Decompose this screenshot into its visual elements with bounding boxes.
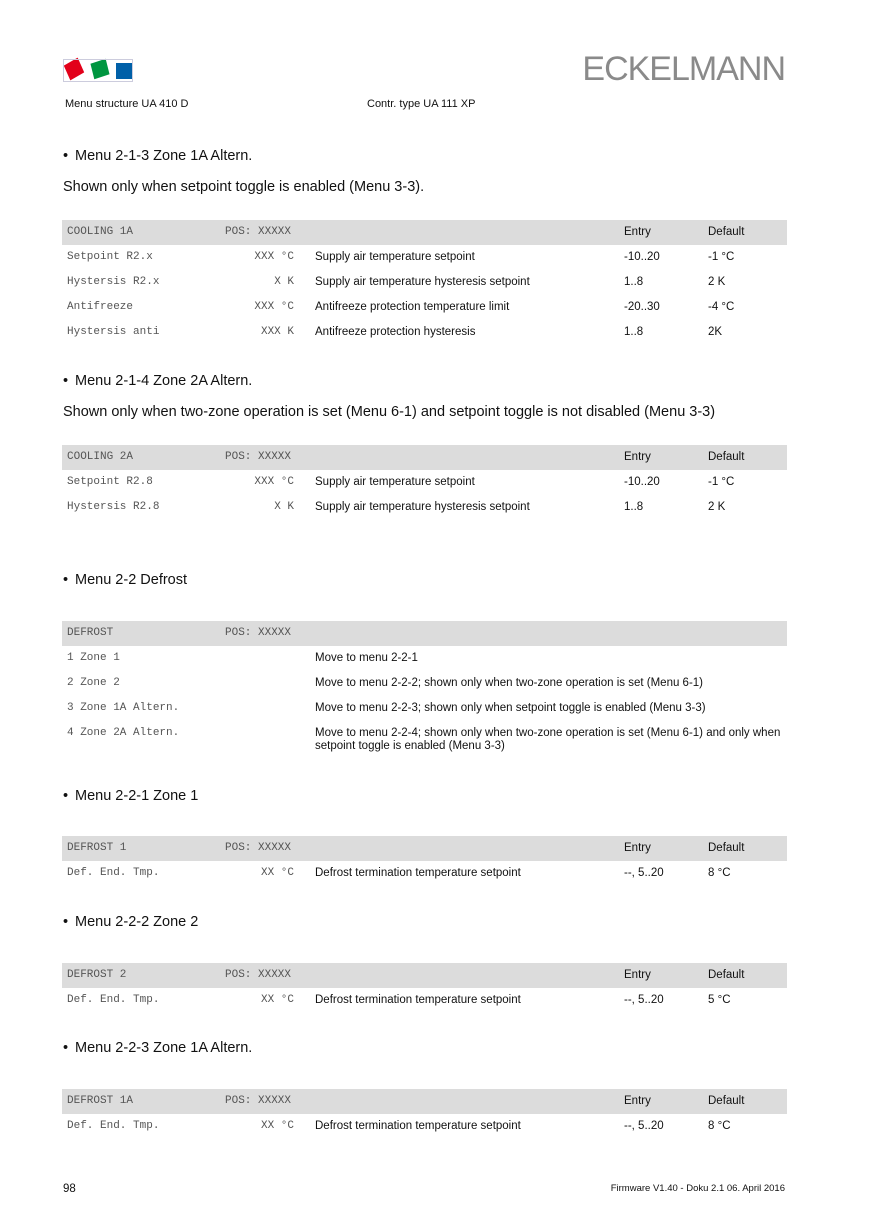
row-description: Defrost termination temperature setpoint [315,867,521,879]
section-heading-text: Menu 2-2 Defrost [75,572,188,588]
row-value: XXX °C [254,476,294,488]
row-default: 2 K [708,276,726,288]
menu-table-defrost [62,621,787,753]
row-entry: 1..8 [624,501,644,513]
row-description: Defrost termination temperature setpoint [315,1120,521,1132]
header-entry: Entry [624,226,651,238]
table-header [62,445,787,470]
section-heading: • Menu 2-2-3 Zone 1A Altern. [63,1040,253,1056]
menu-table-cooling-2a [62,445,787,520]
row-description: Move to menu 2-2-3; shown only when setpoint toggle is enabled (Menu 3-3) [315,702,706,714]
table-row [62,270,787,295]
table-row [62,320,787,345]
table-header [62,1089,787,1114]
row-value: XX °C [260,994,294,1006]
row-default: 8 °C [708,1120,731,1132]
section-heading-text: Menu 2-1-3 Zone 1A Altern. [75,148,253,164]
row-description: Defrost termination temperature setpoint [315,994,521,1006]
section-heading-text: Menu 2-2-3 Zone 1A Altern. [75,1040,253,1056]
table-header [62,963,787,988]
row-default: 2K [708,326,723,338]
row-description: Supply air temperature setpoint [315,251,475,263]
row-value: X K [274,501,294,513]
brand-name: ECKELMANN [582,50,785,88]
row-default: 2 K [708,501,726,513]
section-heading: • Menu 2-2 Defrost [63,572,188,588]
row-default: -1 °C [708,251,735,263]
row-value: X K [274,276,294,288]
header-pos: POS: XXXXX [225,969,292,981]
row-entry: --, 5..20 [624,994,664,1006]
row-param: 2 Zone 2 [67,677,120,689]
row-default: -4 °C [708,301,735,313]
header-menu-name: DEFROST 2 [67,969,127,981]
row-param: Setpoint R2.8 [67,476,153,488]
row-value: XX °C [260,867,294,879]
header-pos: POS: XXXXX [225,1095,292,1107]
header-default: Default [708,969,745,981]
section-heading-text: Menu 2-1-4 Zone 2A Altern. [75,373,253,389]
row-param: Setpoint R2.x [67,251,153,263]
row-entry: -20..30 [624,301,660,313]
table-row [62,696,787,721]
row-param: 4 Zone 2A Altern. [67,727,180,739]
row-value: XXX K [260,326,294,338]
header-entry: Entry [624,1095,651,1107]
table-row [62,861,787,886]
row-default: 8 °C [708,867,731,879]
row-description: Move to menu 2-2-4; shown only when two-zone operation is set (Menu 6-1) and only when setpoint toggle is enabled (Menu 3-3) [315,727,781,752]
table-row [62,721,787,753]
page-number: 98 [63,1183,76,1195]
row-entry: -10..20 [624,476,660,488]
header-entry: Entry [624,969,651,981]
row-description: Move to menu 2-2-2; shown only when two-zone operation is set (Menu 6-1) [315,677,704,689]
menu-table-cooling-1a [62,220,787,345]
table-row [62,295,787,320]
row-param: Hystersis anti [67,326,160,338]
row-value: XXX °C [254,301,294,313]
table-header [62,220,787,245]
row-entry: --, 5..20 [624,867,664,879]
controller-type: Contr. type UA 111 XP [367,98,476,110]
section-heading: • Menu 2-2-1 Zone 1 [63,788,199,804]
header-menu-name: DEFROST [67,627,114,639]
row-value: XXX °C [254,251,294,263]
row-description: Supply air temperature hysteresis setpoint [315,501,530,513]
row-description: Supply air temperature hysteresis setpoint [315,276,530,288]
row-param: 3 Zone 1A Altern. [67,702,180,714]
header-menu-name: COOLING 1A [67,226,134,238]
table-row [62,988,787,1013]
row-description: Antifreeze protection hysteresis [315,326,476,338]
row-param: Def. End. Tmp. [67,1120,160,1132]
header-default: Default [708,842,745,854]
header-menu-name: DEFROST 1 [67,842,127,854]
row-description: Supply air temperature setpoint [315,476,475,488]
row-param: Hystersis R2.x [67,276,160,288]
table-row [62,1114,787,1139]
header-entry: Entry [624,842,651,854]
row-entry: -10..20 [624,251,660,263]
row-entry: 1..8 [624,326,644,338]
section-note: Shown only when setpoint toggle is enabled (Menu 3-3). [63,179,425,195]
header-default: Default [708,1095,745,1107]
logo-frame [63,59,133,82]
row-description: Move to menu 2-2-1 [315,652,418,664]
row-entry: 1..8 [624,276,644,288]
row-value: XX °C [260,1120,294,1132]
table-row [62,495,787,520]
table-row [62,671,787,696]
header-pos: POS: XXXXX [225,842,292,854]
header-pos: POS: XXXXX [225,627,292,639]
row-default: -1 °C [708,476,735,488]
header-pos: POS: XXXXX [225,226,292,238]
menu-table-defrost-2 [62,963,787,1013]
row-param: 1 Zone 1 [67,652,120,664]
section-heading: • Menu 2-1-3 Zone 1A Altern. [63,148,253,164]
row-entry: --, 5..20 [624,1120,664,1132]
row-description: Antifreeze protection temperature limit [315,301,510,313]
header-default: Default [708,451,745,463]
firmware-info: Firmware V1.40 - Doku 2.1 06. April 2016 [610,1183,785,1194]
section-note: Shown only when two-zone operation is set (Menu 6-1) and setpoint toggle is not disabled (Menu 3-3) [63,404,716,420]
menu-table-defrost-1a [62,1089,787,1139]
header-pos: POS: XXXXX [225,451,292,463]
header-default: Default [708,226,745,238]
row-default: 5 °C [708,994,731,1006]
section-heading: • Menu 2-2-2 Zone 2 [63,914,199,930]
table-row [62,646,787,671]
row-param: Def. End. Tmp. [67,994,160,1006]
table-header [62,836,787,861]
header-menu-name: DEFROST 1A [67,1095,134,1107]
row-param: Antifreeze [67,301,134,313]
document-title: Menu structure UA 410 D [65,98,189,110]
section-heading-text: Menu 2-2-2 Zone 2 [75,914,199,930]
row-param: Def. End. Tmp. [67,867,160,879]
menu-table-defrost-1 [62,836,787,886]
section-heading-text: Menu 2-2-1 Zone 1 [75,788,199,804]
table-header [62,621,787,646]
row-param: Hystersis R2.8 [67,501,160,513]
header-entry: Entry [624,451,651,463]
table-row [62,470,787,495]
header-menu-name: COOLING 2A [67,451,134,463]
table-row [62,245,787,270]
section-heading: • Menu 2-1-4 Zone 2A Altern. [63,373,253,389]
